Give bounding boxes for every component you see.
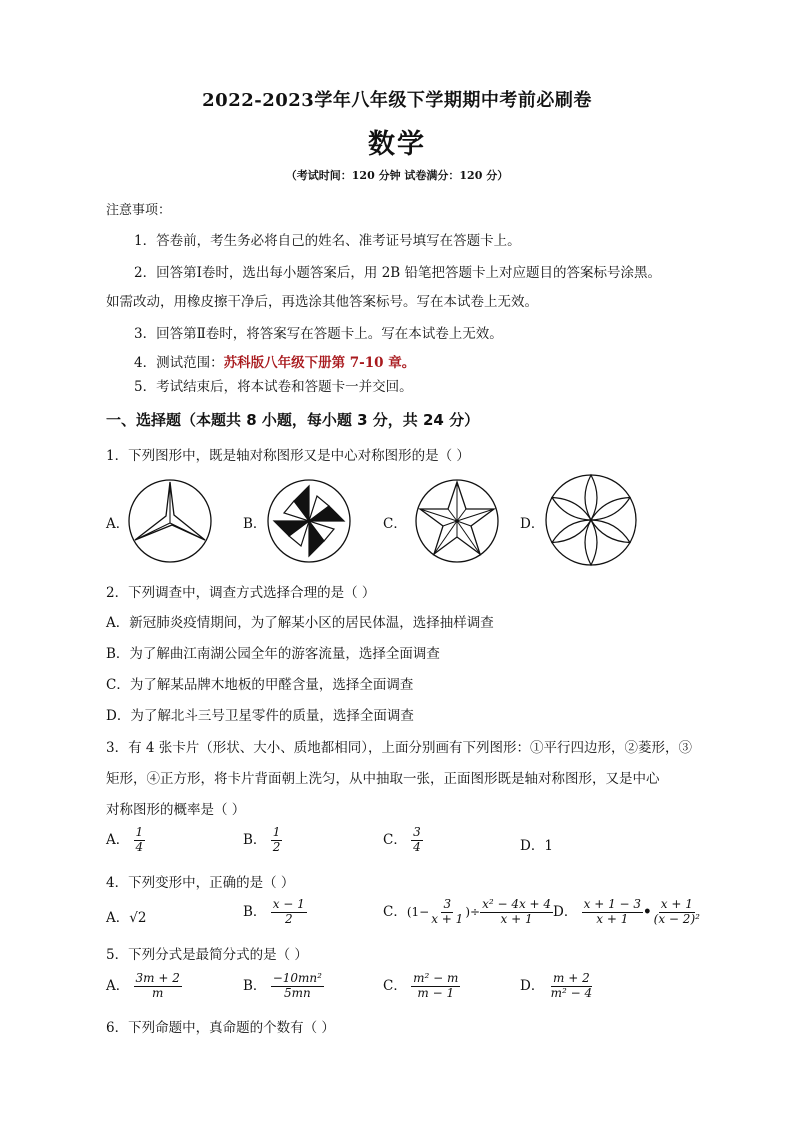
- fraction: $\frac{3}{x + 1}$: [431, 897, 464, 926]
- notes-heading: 注意事项：: [106, 203, 172, 218]
- q2-option-c: C．为了解某品牌木地板的甲醛含量，选择全面调查: [106, 677, 414, 693]
- subject-title: 数学: [368, 129, 426, 160]
- question-1-stem: 1．下列图形中，既是轴对称图形又是中心对称图形的是（ ）: [106, 448, 470, 464]
- q3-option-d-label: D．: [520, 838, 545, 854]
- q5-option-b: [243, 972, 324, 1001]
- q4-option-d: [553, 898, 702, 927]
- note-item-1: 1．答卷前，考生务必将自己的姓名、准考证号填写在答题卡上。: [134, 233, 521, 249]
- exam-info: （考试时间：120 分钟 试卷满分：120 分）: [285, 169, 509, 182]
- question-6-stem: 6．下列命题中，真命题的个数有（ ）: [106, 1020, 335, 1036]
- q5-option-d-label: D．: [520, 977, 545, 994]
- q4-option-a: [106, 906, 146, 926]
- q5-option-c-label: C．: [383, 977, 407, 994]
- q2-option-a: A．新冠肺炎疫情期间，为了解某小区的居民体温，选择抽样调查: [106, 615, 494, 631]
- q2-option-d: D．为了解北斗三号卫星零件的质量，选择全面调查: [106, 708, 414, 724]
- q5-option-d: [520, 972, 594, 1001]
- q5-option-b-label: B．: [243, 977, 267, 994]
- question-3-line-3: 对称图形的概率是（ ）: [106, 802, 246, 818]
- q3-option-d: [520, 834, 553, 854]
- q4-option-c: [383, 898, 553, 927]
- fraction: $\frac{3}{4}$: [413, 825, 421, 854]
- q2-option-b: B．为了解曲江南湖公园全年的游客流量，选择全面调查: [106, 646, 440, 662]
- q3-option-c: [383, 826, 423, 855]
- q1-label-b: B．: [243, 516, 267, 532]
- note-item-5: 5．考试结束后，将本试卷和答题卡一并交回。: [134, 379, 413, 395]
- q1-label-d: D．: [520, 516, 545, 532]
- q1-label-c: C．: [383, 516, 407, 532]
- figure-b-pinwheel: [266, 478, 352, 564]
- fraction: $\frac{3m + 2}{m}$: [135, 971, 180, 1000]
- fraction: $\frac{\text{x² − 4x + 4}}{x + 1}$: [482, 897, 552, 926]
- q4-option-c-label: C．: [383, 903, 407, 920]
- q5-option-a: [106, 972, 182, 1001]
- note-item-2: 2．回答第Ⅰ卷时，选出每小题答案后，用 2B 铅笔把答题卡上对应题目的答案标号涂黑。: [134, 265, 662, 281]
- q4-option-c-operator: )÷: [465, 904, 481, 919]
- q4-option-d-label: D．: [553, 903, 578, 920]
- figure-d-six-petal-flower: [543, 472, 639, 568]
- figure-a-three-blade-star: [127, 478, 213, 564]
- q5-option-c: [383, 972, 460, 1001]
- question-5-stem: 5．下列分式是最简分式的是（ ）: [106, 947, 308, 963]
- q4-option-a-label: A．: [106, 910, 130, 926]
- multiply-dot: •: [643, 903, 652, 920]
- fraction: $\frac{m + 2}{\text{m² − 4}}$: [550, 971, 593, 1000]
- fraction: $\frac{1}{2}$: [272, 825, 281, 854]
- q3-option-d-value: 1: [544, 838, 553, 854]
- q4-option-b-label: B．: [243, 903, 267, 920]
- q4-option-b: [243, 898, 307, 927]
- q3-option-a: [106, 826, 145, 855]
- fraction: $\frac{x - 1}{2}$: [272, 897, 305, 926]
- note-item-2-continued: 如需改动，用橡皮擦干净后，再选涂其他答案标号。写在本试卷上无效。: [106, 294, 538, 310]
- q3-option-c-label: C．: [383, 831, 407, 848]
- question-2-stem: 2．下列调查中，调查方式选择合理的是（ ）: [106, 585, 376, 601]
- figure-c-five-point-star: [414, 478, 500, 564]
- question-3-line-1: 3．有 4 张卡片（形状、大小、质地都相同），上面分别画有下列图形：①平行四边形，②菱形，③: [106, 740, 693, 756]
- fraction: $\frac{x + 1 - 3}{x + 1}$: [583, 897, 642, 926]
- q4-option-c-prefix: (1−: [406, 904, 430, 919]
- note-item-4-prefix: 4．测试范围：: [134, 355, 224, 371]
- q4-option-a-expression: √2: [129, 910, 147, 926]
- fraction: $\frac{1}{4}$: [135, 825, 144, 854]
- question-4-stem: 4．下列变形中，正确的是（ ）: [106, 875, 295, 891]
- q1-label-a: A．: [106, 516, 130, 532]
- q3-option-b: [243, 826, 282, 855]
- question-3-line-2: 矩形，④正方形，将卡片背面朝上洗匀，从中抽取一张，正面图形既是轴对称图形，又是中心: [106, 771, 660, 787]
- exam-title: 2022-2023学年八年级下学期期中考前必刷卷: [202, 90, 592, 111]
- section-1-title: 一、选择题（本题共 8 小题，每小题 3 分，共 24 分）: [106, 411, 480, 429]
- q3-option-b-label: B．: [243, 831, 267, 848]
- test-scope: 苏科版八年级下册第 7-10 章。: [223, 355, 416, 371]
- note-item-3: 3．回答第Ⅱ卷时，将答案写在答题卡上。写在本试卷上无效。: [134, 326, 503, 342]
- fraction: $\frac{\text{−10mn²}}{5mn}$: [272, 971, 322, 1000]
- q5-option-a-label: A．: [106, 977, 130, 994]
- fraction: $\frac{\text{m² − m}}{m - 1}$: [413, 971, 459, 1000]
- fraction: $\frac{x + 1}{\text{(x − 2)²}}$: [653, 897, 700, 926]
- note-item-4: [134, 351, 415, 371]
- q3-option-a-label: A．: [106, 831, 130, 848]
